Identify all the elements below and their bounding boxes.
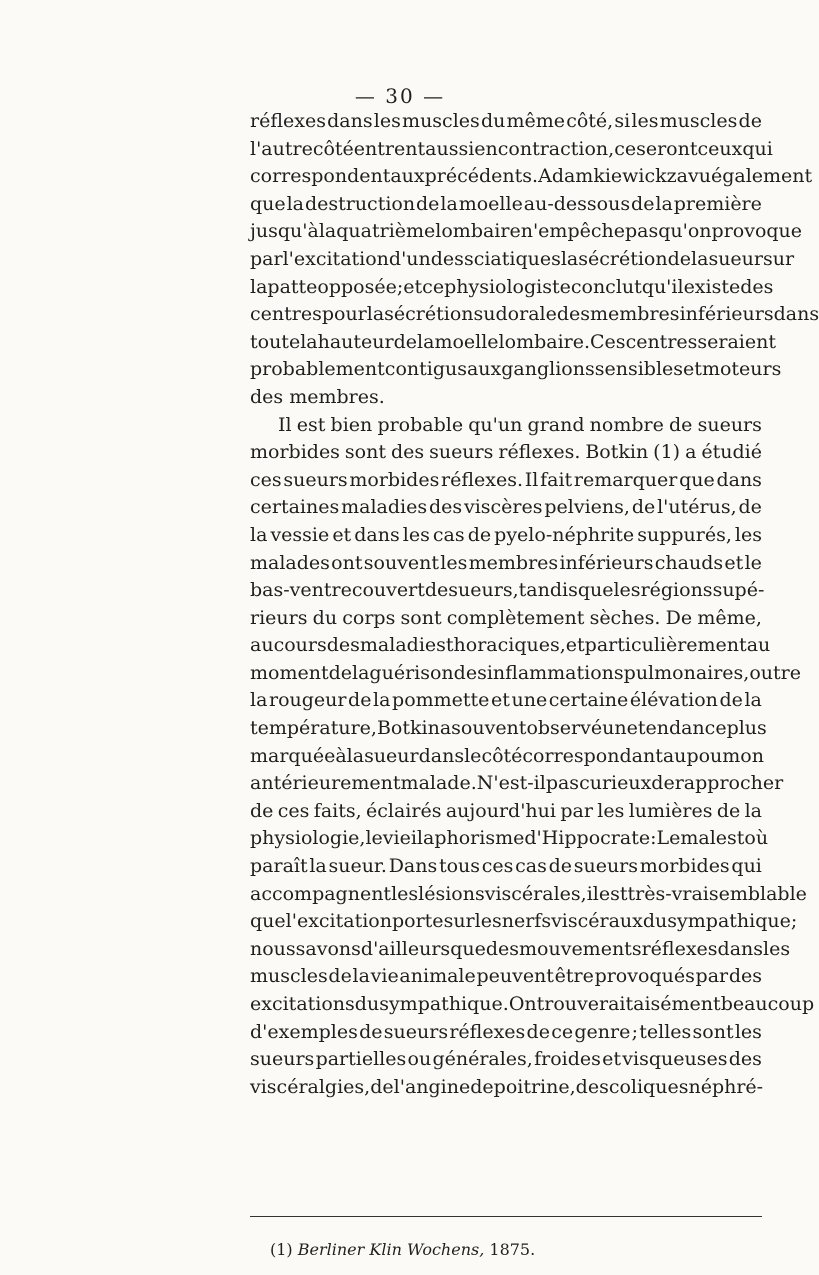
text-line: rieurs du corps sont complètement sèches. De même,	[250, 606, 762, 629]
text-line: la rougeur de la pommette et une certaine élévation de la	[250, 689, 762, 712]
text-line: correspondent aux précédents. Adamkiewickz a vu également	[250, 165, 813, 188]
page-number: — 30 —	[354, 84, 446, 108]
text-line: par l'excitation d'un des sciatiques la sécrétion de la sueur sur	[250, 247, 795, 270]
text-line: probablement contigus aux ganglions sensibles et moteurs	[250, 358, 782, 381]
text-line: nous savons d'ailleurs que des mouvements réflexes dans les	[250, 937, 791, 960]
text-line: moment de la guérison des inflammations pulmonaires, outre	[250, 661, 801, 684]
text-line: certaines maladies des viscères pelviens, de l'utérus, de	[250, 496, 762, 519]
text-line: réflexes dans les muscles du même côté, si les muscles de	[250, 110, 762, 132]
text-line: que la destruction de la moelle au-dessous de la première	[250, 192, 762, 215]
text-line: bas-ventre couvert de sueurs, tandis que les régions supé-	[250, 579, 765, 602]
text-line: centres pour la sécrétion sudorale des membres inférieurs dans	[250, 303, 819, 326]
text-line: des membres.	[250, 385, 385, 408]
text-line: excitations du sympathique. On trouverait aisément beaucoup	[250, 993, 815, 1015]
text-line: viscéralgies, de l'angine de poitrine, des coliques néphré-	[250, 1075, 764, 1098]
text-line: sueurs partielles ou générales, froides et visqueuses des	[250, 1048, 762, 1071]
footnote-year: 1875.	[489, 1240, 536, 1259]
text-line: au cours des maladies thoraciques, et particulièrement au	[250, 634, 771, 657]
text-line: la vessie et dans les cas de pyelo-néphrite suppurés, les	[250, 523, 762, 546]
text-line: température, Botkin a souvent observé une tendance plus	[250, 717, 767, 740]
body-text	[250, 108, 819, 1101]
text-line: ces sueurs morbides réflexes. Il fait remarquer que dans	[250, 468, 762, 491]
text-line: paraît la sueur. Dans tous ces cas de sueurs morbides qui	[250, 855, 762, 878]
text-line: accompagnent les lésions viscérales, il est très-vraisemblable	[250, 882, 807, 905]
text-line: la patte opposée ; et ce physiologiste conclut qu'il existe des	[250, 275, 774, 298]
text-line: muscles de la vie animale peuvent être provoqués par des	[250, 965, 762, 988]
text-line: que l'excitation porte sur les nerfs viscéraux du sympathique;	[250, 910, 798, 933]
text-line: d'exemples de sueurs réflexes de ce genre ; telles sont les	[250, 1020, 762, 1043]
text-line: antérieurement malade. N'est-il pas curieux de rapprocher	[250, 772, 784, 795]
text-line: toute la hauteur de la moelle lombaire. Ces centres seraient	[250, 330, 777, 353]
text-line: physiologie, le vieil aphorisme d'Hippocrate : Le mal est où	[250, 827, 769, 850]
text-line: jusqu'à la quatrième lombaire n'empêche pas qu'on provoque	[250, 220, 803, 243]
footnote-marker: (1)	[270, 1240, 293, 1259]
text-line: marquée à la sueur dans le côté correspondant au poumon	[250, 744, 764, 767]
text-line: de ces faits, éclairés aujourd'hui par les lumières de la	[250, 799, 762, 822]
text-line: l'autre côté entrent aussi en contraction, ce seront ceux qui	[250, 137, 773, 160]
footnote-divider	[250, 1216, 762, 1217]
text-line: Il est bien probable qu'un grand nombre de sueurs	[278, 413, 762, 436]
text-line: malades ont souvent les membres inférieurs chauds et le	[250, 551, 762, 574]
footnote-source: Berliner Klin Wochens,	[297, 1240, 485, 1259]
footnote	[270, 1240, 535, 1259]
text-line: morbides sont des sueurs réflexes. Botkin (1) a étudié	[250, 441, 762, 464]
